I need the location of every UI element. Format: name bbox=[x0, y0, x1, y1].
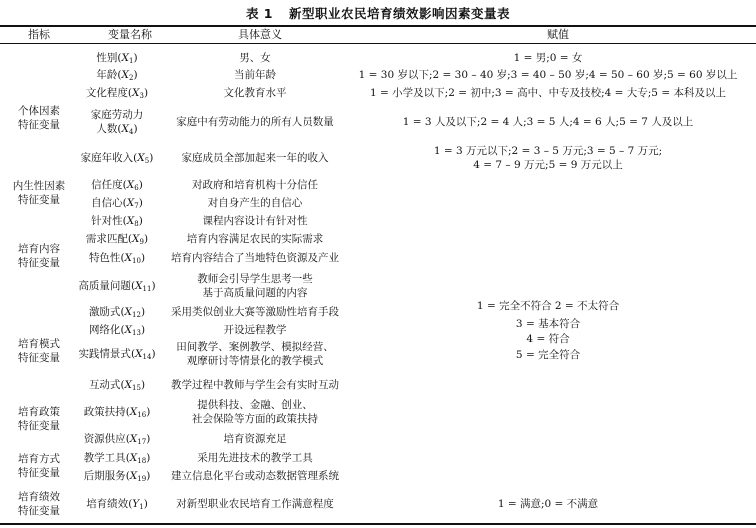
variable-name-16: 政策扶持$(X_{16})$ bbox=[83, 405, 151, 419]
variable-name-9: 需求匹配$(X_9)$ bbox=[85, 232, 149, 246]
meaning-4: 家庭中有劳动能力的所有人员数量 bbox=[176, 115, 334, 128]
meaning-1: 男、女 bbox=[239, 51, 271, 64]
likert-line-1: 1 = 完全不符合 2 = 不太符合 bbox=[476, 299, 620, 312]
variable-name-11: 高质量问题$(X_{11})$ bbox=[78, 279, 156, 293]
variable-name-17: 资源供应$(X_{17})$ bbox=[83, 432, 151, 446]
header-indicator: 指标 bbox=[28, 28, 50, 41]
meaning-17: 培育资源充足 bbox=[223, 432, 287, 445]
meaning-10: 培育内容结合了当地特色资源及产业 bbox=[171, 251, 339, 264]
likert-line-3: 4 = 符合 bbox=[526, 332, 570, 345]
variable-name-10: 特色性$(X_{10})$ bbox=[88, 251, 146, 265]
value-4: 1 = 3 人及以下;2 = 4 人;3 = 5 人;4 = 6 人;5 = 7 人及以上 bbox=[402, 115, 694, 128]
variable-name-7: 自信心$(X_7)$ bbox=[91, 196, 143, 210]
meaning-20: 对新型职业农民培育工作满意程度 bbox=[176, 497, 334, 510]
meaning-12: 采用类似创业大赛等激励性培育手段 bbox=[171, 305, 339, 318]
indicator-group-6: 培育方式 特征变量 bbox=[18, 452, 60, 479]
meaning-6: 对政府和培育机构十分信任 bbox=[192, 178, 318, 191]
meaning-5: 家庭成员全部加起来一年的收入 bbox=[181, 151, 329, 164]
likert-line-4: 5 = 完全符合 bbox=[515, 348, 581, 361]
indicator-group-4: 培育模式 特征变量 bbox=[18, 337, 60, 364]
value-5: 1 = 3 万元以下;2 = 3 – 5 万元;3 = 5 – 7 万元; 4 = 7 – 9 万元;5 = 9 万元以上 bbox=[433, 144, 663, 171]
table-title-text: 新型职业农民培育绩效影响因素变量表 bbox=[289, 6, 511, 21]
value-3: 1 = 小学及以下;2 = 初中;3 = 高中、中专及技校;4 = 大专;5 = 本科及以上 bbox=[370, 86, 726, 99]
variable-name-3: 文化程度$(X_3)$ bbox=[85, 86, 149, 100]
meaning-19: 建立信息化平台或动态数据管理系统 bbox=[171, 469, 339, 482]
variable-name-5: 家庭年收入$(X_5)$ bbox=[80, 151, 154, 165]
variable-name-8: 针对性$(X_8)$ bbox=[91, 214, 143, 228]
meaning-18: 采用先进技术的教学工具 bbox=[197, 451, 313, 464]
indicator-group-2: 内生性因素 特征变量 bbox=[12, 179, 66, 206]
indicator-group-5: 培育政策 特征变量 bbox=[18, 405, 60, 432]
header-variable-name: 变量名称 bbox=[108, 28, 152, 41]
meaning-7: 对自身产生的自信心 bbox=[207, 196, 303, 209]
top-rule bbox=[0, 25, 756, 27]
header-meaning: 具体意义 bbox=[238, 28, 282, 41]
meaning-2: 当前年龄 bbox=[234, 68, 276, 81]
variable-name-6: 信任度$(X_6)$ bbox=[91, 178, 143, 192]
meaning-8: 课程内容设计有针对性 bbox=[202, 214, 308, 227]
value-2: 1 = 30 岁以下;2 = 30 – 40 岁;3 = 40 – 50 岁;4 = 50 – 60 岁;5 = 60 岁以上 bbox=[358, 68, 738, 81]
variable-name-14: 实践情景式$(X_{14})$ bbox=[78, 347, 156, 361]
value-1: 1 = 男;0 = 女 bbox=[513, 51, 583, 64]
indicator-group-7: 培育绩效 特征变量 bbox=[18, 490, 60, 517]
bottom-rule bbox=[0, 523, 756, 525]
table-title bbox=[0, 4, 756, 22]
variable-name-1: 性别$(X_1)$ bbox=[96, 51, 138, 65]
meaning-13: 开设远程教学 bbox=[223, 323, 287, 336]
table-label: 表 1 bbox=[245, 6, 274, 21]
variable-name-18: 教学工具$(X_{18})$ bbox=[83, 451, 151, 465]
meaning-3: 文化教育水平 bbox=[223, 86, 287, 99]
indicator-group-1: 个体因素 特征变量 bbox=[18, 104, 60, 131]
meaning-14: 田间教学、案例教学、模拟经营、 观摩研讨等情景化的教学模式 bbox=[176, 340, 334, 367]
meaning-11: 教师会引导学生思考一些 基于高质量问题的内容 bbox=[197, 272, 313, 299]
header-rule bbox=[0, 43, 756, 44]
variable-name-15: 互动式$(X_{15})$ bbox=[88, 378, 146, 392]
header-value: 赋值 bbox=[547, 28, 569, 41]
indicator-group-3: 培育内容 特征变量 bbox=[18, 242, 60, 269]
variable-name-12: 激励式$(X_{12})$ bbox=[88, 305, 146, 319]
meaning-16: 提供科技、金融、创业、 社会保险等方面的政策扶持 bbox=[192, 398, 318, 425]
variable-name-13: 网络化$(X_{13})$ bbox=[88, 323, 146, 337]
variable-name-19: 后期服务$(X_{19})$ bbox=[83, 469, 151, 483]
variable-name-20: 培育绩效$(Y_1)$ bbox=[86, 497, 148, 511]
meaning-9: 培育内容满足农民的实际需求 bbox=[186, 232, 324, 245]
variable-name-2: 年龄$(X_2)$ bbox=[96, 68, 138, 82]
value-20: 1 = 满意;0 = 不满意 bbox=[497, 497, 599, 510]
likert-line-2: 3 = 基本符合 bbox=[515, 317, 581, 330]
meaning-15: 教学过程中教师与学生会有实时互动 bbox=[171, 378, 339, 391]
variable-name-4: 家庭劳动力 人数$(X_4)$ bbox=[90, 108, 144, 136]
